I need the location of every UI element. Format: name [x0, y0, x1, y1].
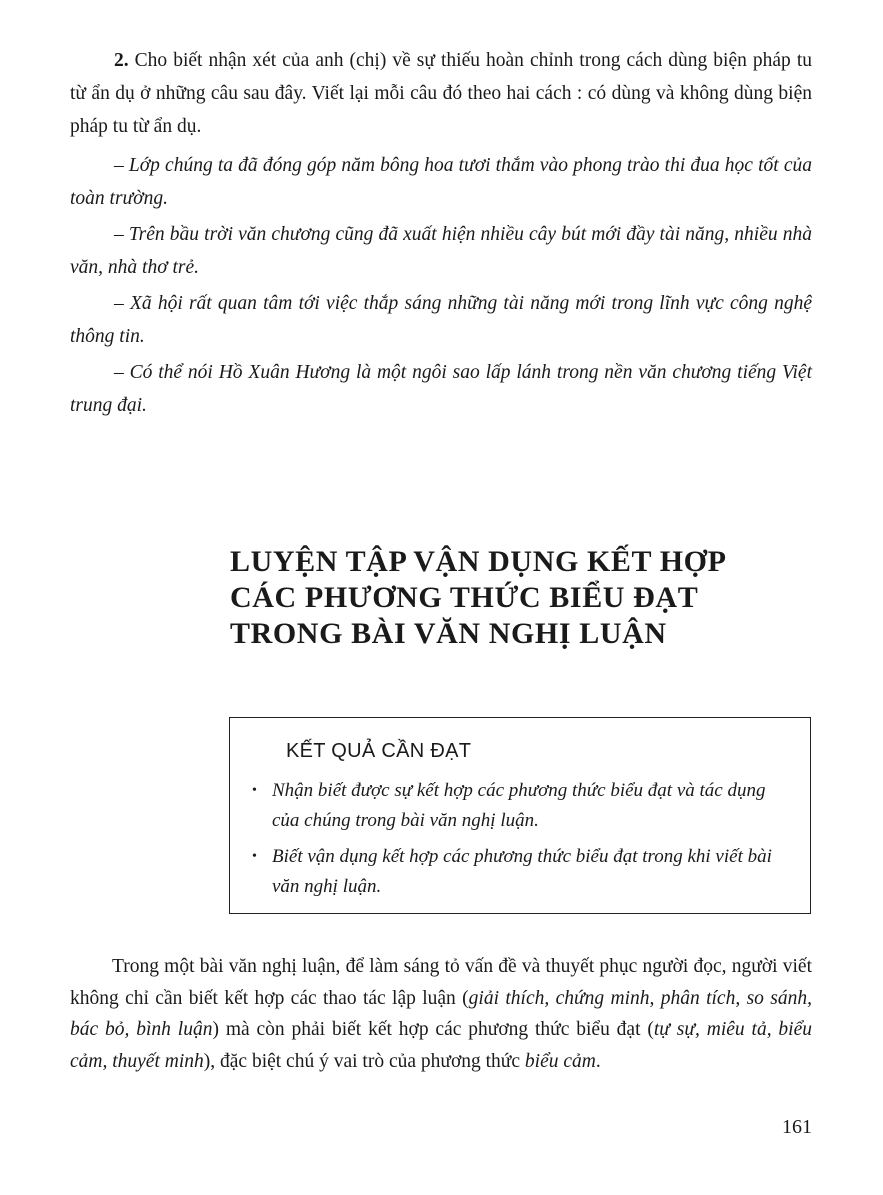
objective-text: Biết vận dụng kết hợp các phương thức biểu đạt trong khi viết bài văn nghị luận.: [272, 846, 772, 897]
bullet-icon: •: [252, 849, 257, 864]
bullet-icon: •: [252, 783, 257, 798]
objective-text: Nhận biết được sự kết hợp các phương thức biểu đạt và tác dụng của chúng trong bài văn nghị luận.: [272, 780, 766, 831]
section-title: [230, 544, 790, 652]
exercise-number: 2.: [114, 50, 129, 71]
section-title-line-3: TRONG BÀI VĂN NGHỊ LUẬN: [230, 617, 667, 650]
objectives-list: [250, 776, 790, 902]
objectives-heading: KẾT QUẢ CẦN ĐẠT: [286, 740, 472, 762]
argument-operations-list: giải thích, chứng minh, phân tích, so sánh, bác bỏ, bình luận: [70, 987, 812, 1040]
exercise-intro-text: Cho biết nhận xét của anh (chị) về sự thiếu hoàn chỉnh trong cách dùng biện pháp tu từ ẩn dụ ở những câu sau đây. Viết lại mỗi câu đó theo hai cách : có dùng và không dùng biện pháp tu từ ẩn dụ.: [70, 50, 812, 137]
paragraph-text: ) mà còn phải biết kết hợp các phương thức biểu đạt (: [212, 1019, 654, 1040]
objective-item: [250, 776, 790, 836]
page-number: 161: [782, 1116, 812, 1138]
example-sentence-1: – Lớp chúng ta đã đóng góp năm bông hoa tươi thắm vào phong trào thi đua học tốt của toàn trường.: [70, 155, 812, 209]
objective-item: [250, 842, 790, 902]
paragraph-text: Trong một bài văn nghị luận, để làm sáng tỏ vấn đề và thuyết phục người đọc, người viết không chỉ cần biết kết hợp các thao tác lập luận (: [70, 956, 812, 1009]
exercise-2-prompt: [70, 44, 812, 143]
textbook-page: [70, 44, 812, 1138]
expression-modes-list: tự sự, miêu tả, biểu cảm, thuyết minh: [70, 1019, 812, 1072]
intro-paragraph: [70, 951, 812, 1077]
section-title-line-2: CÁC PHƯƠNG THỨC BIỂU ĐẠT: [230, 581, 699, 614]
paragraph-text: .: [595, 1050, 601, 1072]
example-sentence-2: – Trên bầu trời văn chương cũng đã xuất hiện nhiều cây bút mới đầy tài năng, nhiều nhà văn, nhà thơ trẻ.: [70, 224, 812, 278]
paragraph-text: ), đặc biệt chú ý vai trò của phương thức: [203, 1050, 525, 1072]
example-sentence-3: – Xã hội rất quan tâm tới việc thắp sáng những tài năng mới trong lĩnh vực công nghệ thông tin.: [70, 293, 812, 347]
learning-objectives-box: [229, 717, 811, 914]
section-title-line-1: LUYỆN TẬP VẬN DỤNG KẾT HỢP: [230, 545, 727, 578]
expressive-mode-term: biểu cảm: [524, 1050, 596, 1072]
example-sentence-4: – Có thể nói Hồ Xuân Hương là một ngôi sao lấp lánh trong nền văn chương tiếng Việt trung đại.: [70, 362, 812, 416]
